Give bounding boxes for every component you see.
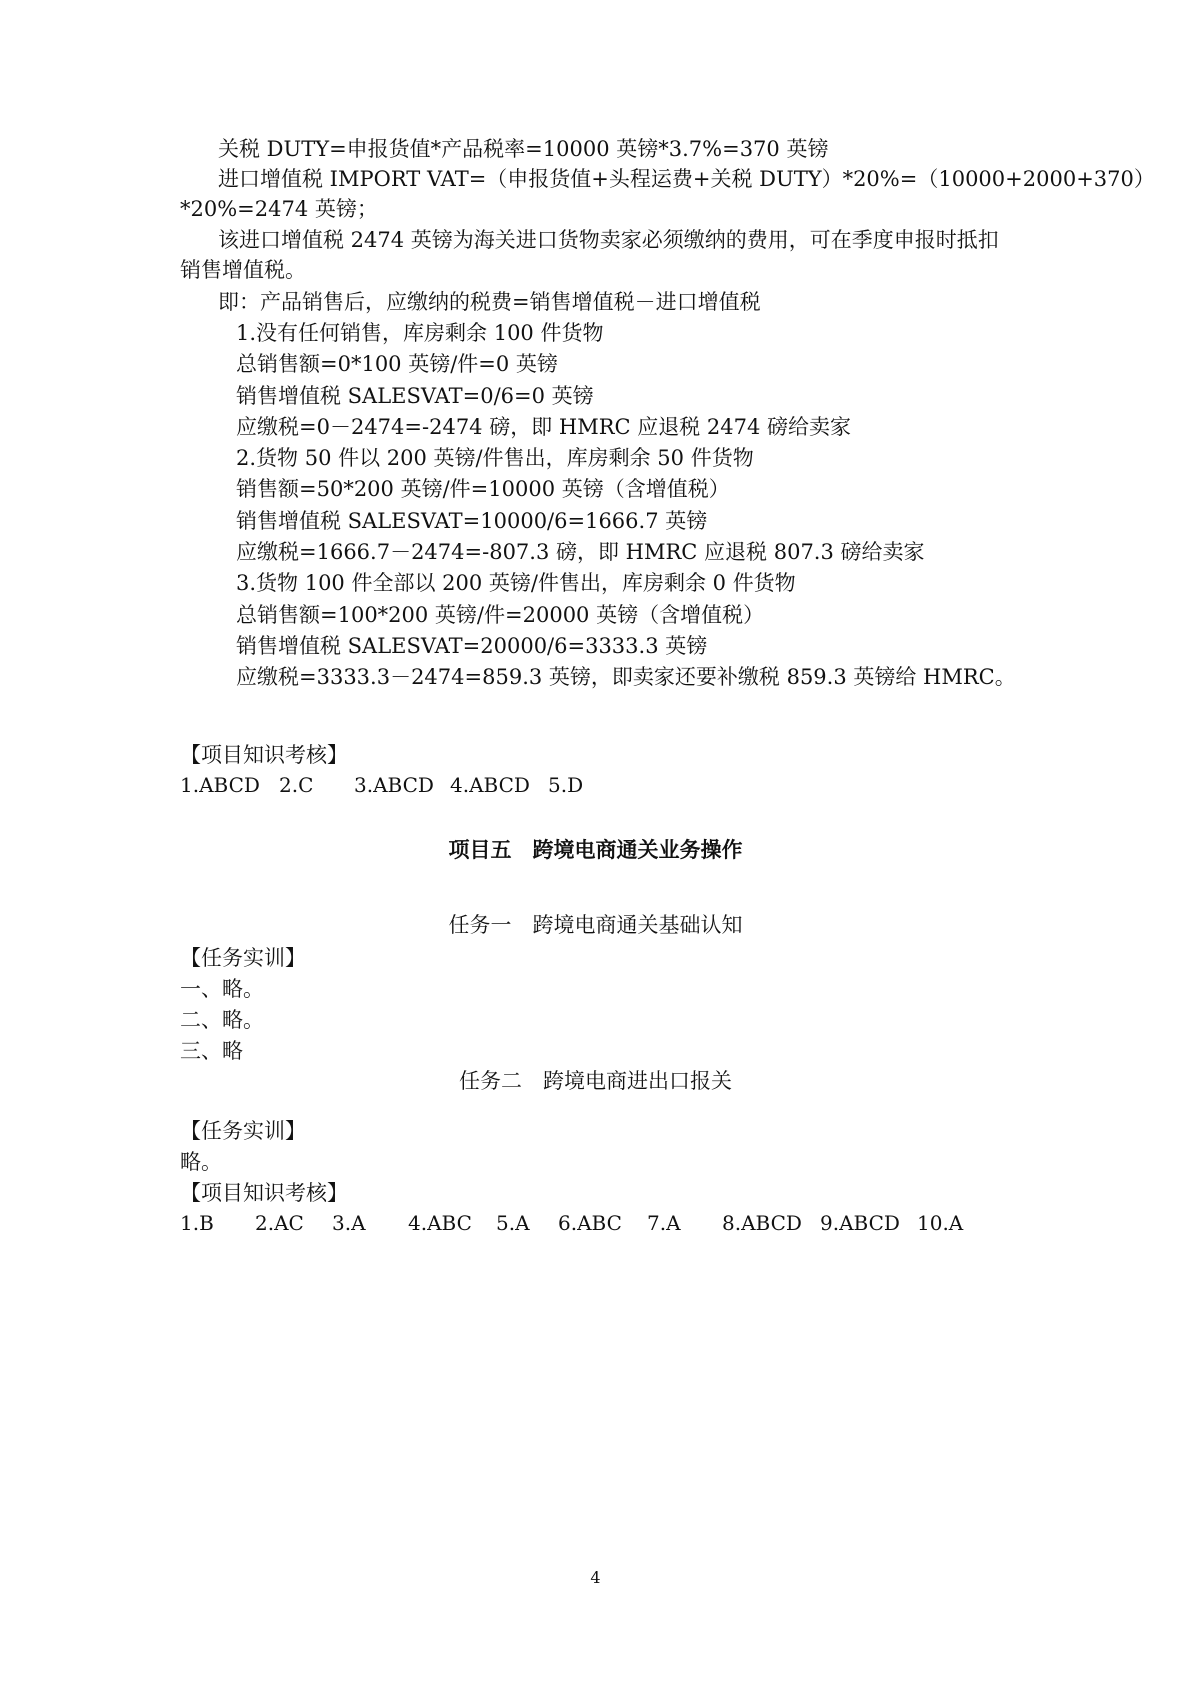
answer: 4.ABC bbox=[408, 1211, 472, 1235]
task-1-item: 一、略。 bbox=[180, 977, 264, 1001]
case-3-sales: 总销售额=100*200 英镑/件=20000 英镑（含增值税） bbox=[236, 603, 765, 627]
answer: 2.C bbox=[279, 773, 314, 797]
task-1-item: 三、略 bbox=[180, 1039, 243, 1063]
answer: 4.ABCD bbox=[450, 773, 530, 797]
task-2-title: 任务二 跨境电商进出口报关 bbox=[459, 1069, 732, 1093]
answer: 8.ABCD bbox=[722, 1211, 802, 1235]
answer: 2.AC bbox=[255, 1211, 304, 1235]
task-1-item: 二、略。 bbox=[180, 1008, 264, 1032]
review-1-answers bbox=[180, 770, 780, 800]
answer: 1.B bbox=[180, 1211, 214, 1235]
answer: 1.ABCD bbox=[180, 773, 260, 797]
duty-formula: 关税 DUTY=申报货值*产品税率=10000 英镑*3.7%=370 英镑 bbox=[218, 137, 829, 161]
case-2-sales-vat: 销售增值税 SALESVAT=10000/6=1666.7 英镑 bbox=[236, 509, 708, 533]
case-2-title: 2.货物 50 件以 200 英镑/件售出，库房剩余 50 件货物 bbox=[236, 446, 754, 470]
case-3-tax: 应缴税=3333.3－2474=859.3 英镑，即卖家还要补缴税 859.3 英镑给 HMRC。 bbox=[236, 665, 1016, 689]
answer: 3.ABCD bbox=[354, 773, 434, 797]
case-1-sales-vat: 销售增值税 SALESVAT=0/6=0 英镑 bbox=[236, 384, 594, 408]
answer: 10.A bbox=[917, 1211, 964, 1235]
task-2-text: 略。 bbox=[180, 1150, 222, 1174]
answer: 7.A bbox=[647, 1211, 681, 1235]
tax-payable-rule: 即：产品销售后，应缴纳的税费=销售增值税－进口增值税 bbox=[218, 290, 761, 314]
case-1-tax: 应缴税=0－2474=-2474 磅，即 HMRC 应退税 2474 磅给卖家 bbox=[236, 415, 852, 439]
case-3-sales-vat: 销售增值税 SALESVAT=20000/6=3333.3 英镑 bbox=[236, 634, 708, 658]
page-number: 4 bbox=[590, 1568, 601, 1587]
case-2-sales: 销售额=50*200 英镑/件=10000 英镑（含增值税） bbox=[236, 477, 730, 501]
answer: 9.ABCD bbox=[820, 1211, 900, 1235]
review-2-answers bbox=[180, 1208, 980, 1238]
answer: 5.A bbox=[496, 1211, 530, 1235]
vat-explanation: 该进口增值税 2474 英镑为海关进口货物卖家必须缴纳的费用，可在季度申报时抵扣 bbox=[218, 228, 999, 252]
import-vat-formula: 进口增值税 IMPORT VAT=（申报货值+头程运费+关税 DUTY）*20%=（10000+2000+370） bbox=[218, 167, 1155, 191]
review-1-heading: 【项目知识考核】 bbox=[180, 743, 348, 767]
task-1-title: 任务一 跨境电商通关基础认知 bbox=[448, 913, 743, 937]
case-2-tax: 应缴税=1666.7－2474=-807.3 磅，即 HMRC 应退税 807.3 磅给卖家 bbox=[236, 540, 925, 564]
review-2-heading: 【项目知识考核】 bbox=[180, 1181, 348, 1205]
task-1-heading: 【任务实训】 bbox=[180, 946, 306, 970]
answer: 5.D bbox=[548, 773, 584, 797]
answer: 3.A bbox=[332, 1211, 366, 1235]
answer: 6.ABC bbox=[558, 1211, 622, 1235]
case-1-sales: 总销售额=0*100 英镑/件=0 英镑 bbox=[236, 352, 558, 376]
vat-explanation-cont: 销售增值税。 bbox=[180, 258, 306, 282]
project-5-title: 项目五 跨境电商通关业务操作 bbox=[448, 837, 743, 862]
case-3-title: 3.货物 100 件全部以 200 英镑/件售出，库房剩余 0 件货物 bbox=[236, 571, 796, 595]
case-1-title: 1.没有任何销售，库房剩余 100 件货物 bbox=[236, 321, 604, 345]
task-2-heading: 【任务实训】 bbox=[180, 1119, 306, 1143]
import-vat-result: *20%=2474 英镑； bbox=[180, 197, 378, 221]
